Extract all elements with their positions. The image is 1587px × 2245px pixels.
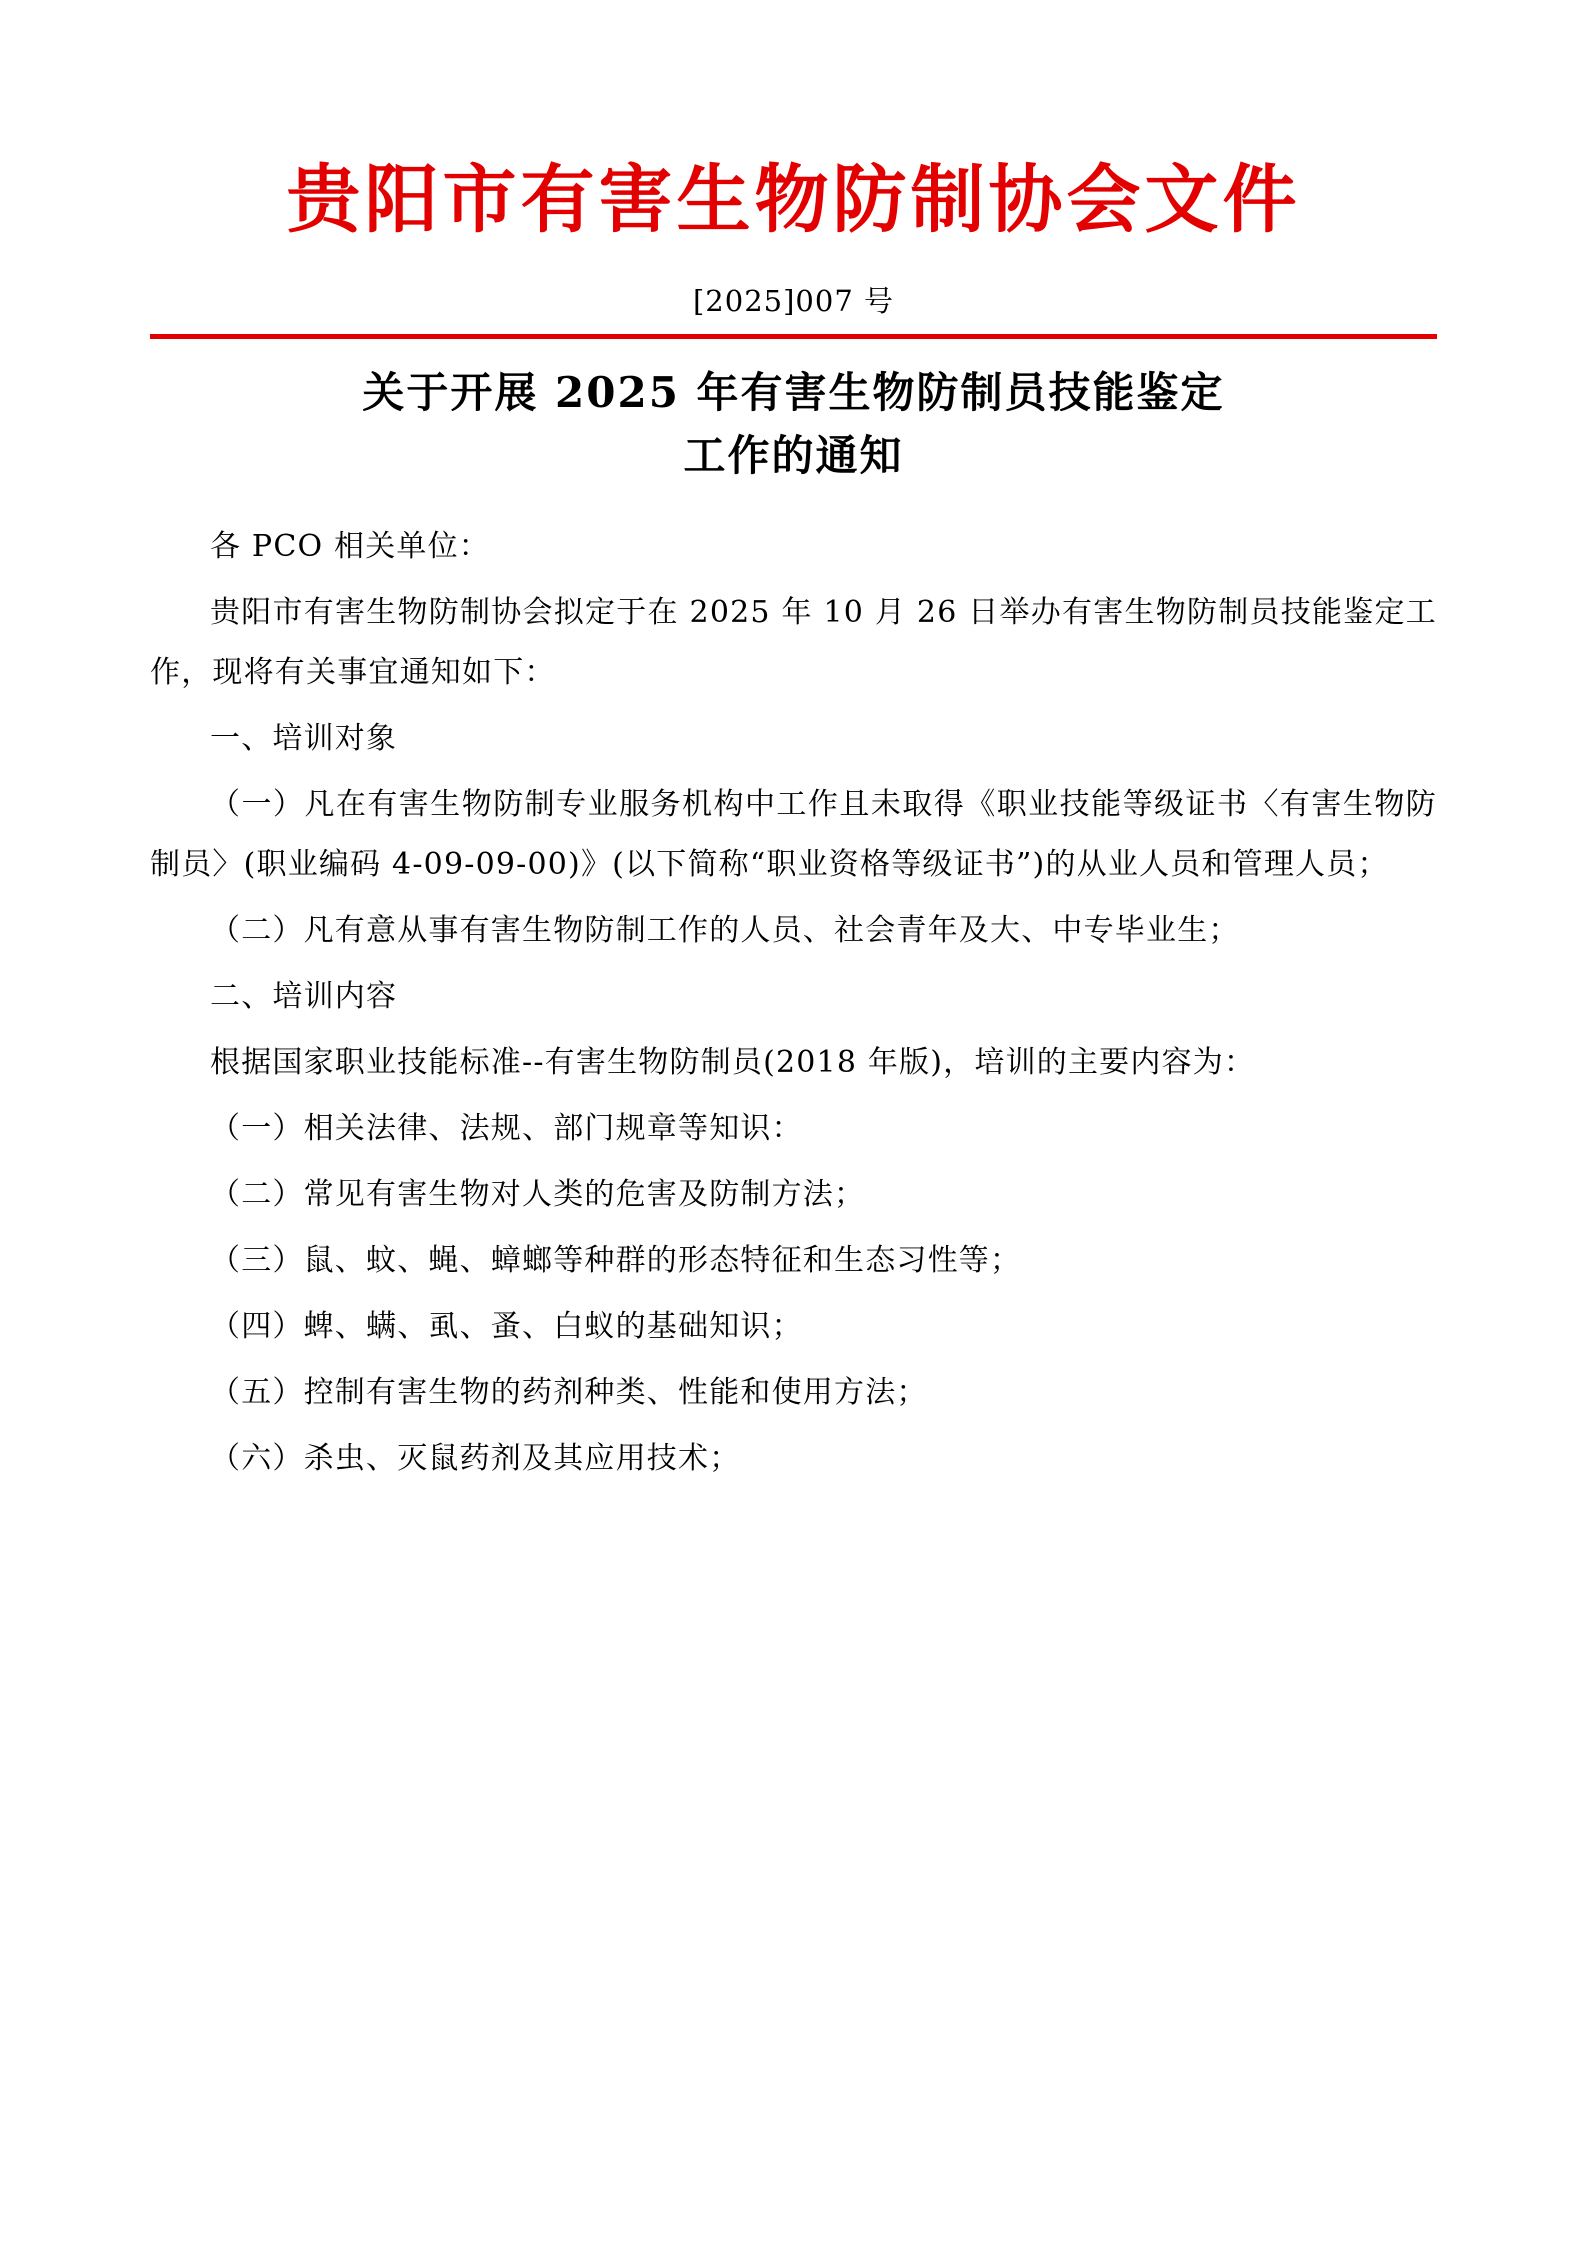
body-paragraph: 根据国家职业技能标准--有害生物防制员(2018 年版)，培训的主要内容为：: [210, 1045, 1256, 1081]
document-body: [150, 517, 1437, 1489]
document-number: [2025]007 号: [692, 284, 894, 319]
body-paragraph: （四）蜱、螨、虱、蚤、白蚁的基础知识；: [210, 1309, 803, 1345]
document-subject: [150, 361, 1437, 487]
body-paragraph: （三）鼠、蚊、蝇、蟑螂等种群的形态特征和生态习性等；: [210, 1243, 1022, 1279]
body-paragraph: （二）常见有害生物对人类的危害及防制方法；: [210, 1177, 866, 1213]
body-paragraph: （五）控制有害生物的药剂种类、性能和使用方法；: [210, 1375, 928, 1411]
body-paragraph: （一）凡在有害生物防制专业服务机构中工作且未取得《职业技能等级证书〈有害生物防制员〉(职业编码 4-09-09-00)》(以下简称“职业资格等级证书”)的从业人员和管理人员；: [150, 787, 1437, 883]
subject-line-1: 关于开展 2025 年有害生物防制员技能鉴定: [362, 368, 1225, 418]
body-paragraph: （二）凡有意从事有害生物防制工作的人员、社会青年及大、中专毕业生；: [210, 913, 1240, 949]
body-paragraph: 二、培训内容: [210, 979, 398, 1015]
organization-title: 贵阳市有害生物防制协会文件: [286, 157, 1301, 243]
salutation: 各 PCO 相关单位：: [210, 529, 491, 565]
body-paragraph: 贵阳市有害生物防制协会拟定于在 2025 年 10 月 26 日举办有害生物防制员技能鉴定工作，现将有关事宜通知如下：: [150, 595, 1437, 691]
red-divider-rule: [150, 334, 1437, 339]
body-paragraph: （一）相关法律、法规、部门规章等知识：: [210, 1111, 803, 1147]
document-header: [150, 157, 1437, 339]
subject-line-2: 工作的通知: [683, 431, 904, 481]
body-paragraph: （六）杀虫、灭鼠药剂及其应用技术；: [210, 1441, 741, 1477]
body-paragraph: 一、培训对象: [210, 721, 398, 757]
